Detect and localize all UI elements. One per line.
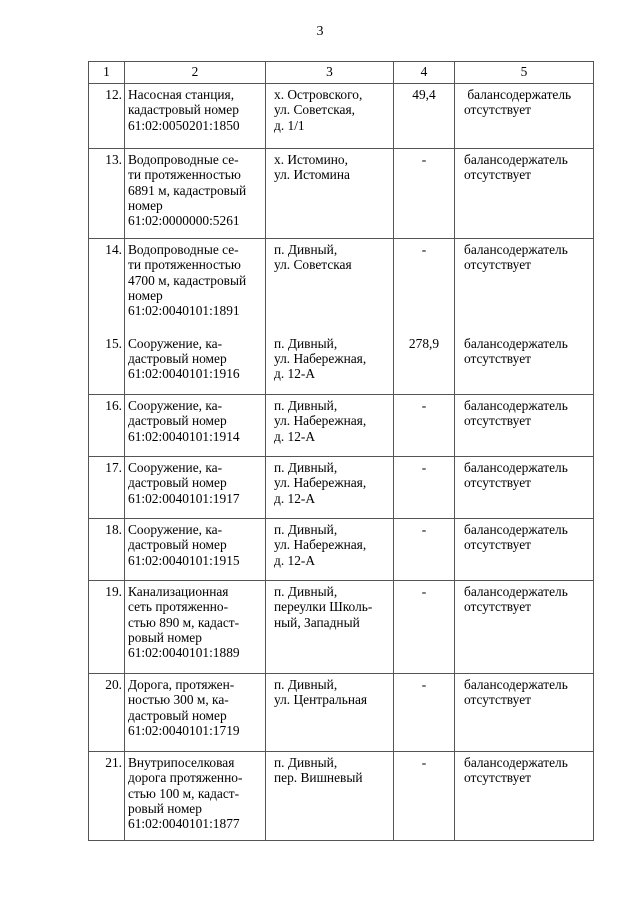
object-description: Сооружение, ка- дастровый номер 61:02:0040101:1916 [125,333,266,395]
object-address: п. Дивный, ул. Набережная, д. 12-А [266,333,394,395]
object-area: - [394,149,455,239]
object-description: Насосная станция, кадастровый номер 61:02:0050201:1850 [125,84,266,149]
table-row [89,333,594,395]
object-description: Сооружение, ка- дастровый номер 61:02:0040101:1917 [125,457,266,519]
column-header-1: 1 [89,62,125,84]
object-area: - [394,395,455,457]
column-header-2: 2 [125,62,266,84]
column-header-4: 4 [394,62,455,84]
object-area: - [394,581,455,674]
table-row [89,457,594,519]
column-header-3: 3 [266,62,394,84]
object-address: п. Дивный, ул. Набережная, д. 12-А [266,519,394,581]
object-description: Внутрипоселковая дорога протяженно- стью 100 м, кадаст- ровый номер 61:02:0040101:1877 [125,752,266,841]
object-description: Сооружение, ка- дастровый номер 61:02:0040101:1915 [125,519,266,581]
table-row [89,752,594,841]
page-number: 3 [316,24,324,39]
object-description: Дорога, протяжен- ностью 300 м, ка- дастровый номер 61:02:0040101:1719 [125,674,266,752]
object-description: Водопроводные се- ти протяженностью 4700 м, кадастровый номер 61:02:0040101:1891 [125,239,266,333]
object-area: - [394,239,455,333]
row-number: 14. [89,239,125,333]
table-row [89,674,594,752]
object-area: 278,9 [394,333,455,395]
object-address: п. Дивный, пер. Вишневый [266,752,394,841]
object-address: х. Истомино, ул. Истомина [266,149,394,239]
row-number: 17. [89,457,125,519]
object-address: х. Островского, ул. Советская, д. 1/1 [266,84,394,149]
row-number: 12. [89,84,125,149]
table-row [89,149,594,239]
balance-holder: балансодержатель отсутствует [455,149,594,239]
table-row [89,519,594,581]
object-description: Сооружение, ка- дастровый номер 61:02:0040101:1914 [125,395,266,457]
object-area: 49,4 [394,84,455,149]
balance-holder: балансодержатель отсутствует [455,239,594,333]
balance-holder: балансодержатель отсутствует [455,395,594,457]
object-description: Водопроводные се- ти протяженностью 6891 м, кадастровый номер 61:02:0000000:5261 [125,149,266,239]
object-address: п. Дивный, ул. Набережная, д. 12-А [266,457,394,519]
balance-holder: балансодержатель отсутствует [455,519,594,581]
table-row [89,581,594,674]
balance-holder: балансодержатель отсутствует [455,752,594,841]
row-number: 18. [89,519,125,581]
table-row [89,84,594,149]
table-row [89,239,594,333]
object-address: п. Дивный, ул. Набережная, д. 12-А [266,395,394,457]
balance-holder: балансодержатель отсутствует [455,457,594,519]
row-number: 19. [89,581,125,674]
object-address: п. Дивный, ул. Центральная [266,674,394,752]
object-area: - [394,457,455,519]
row-number: 21. [89,752,125,841]
object-address: п. Дивный, переулки Школь- ный, Западный [266,581,394,674]
balance-holder: балансодержатель отсутствует [455,581,594,674]
property-registry-table [88,61,594,841]
object-area: - [394,674,455,752]
balance-holder: балансодержатель отсутствует [455,333,594,395]
object-area: - [394,519,455,581]
table-row [89,395,594,457]
table-header-row [89,62,594,84]
row-number: 13. [89,149,125,239]
column-header-5: 5 [455,62,594,84]
row-number: 20. [89,674,125,752]
object-address: п. Дивный, ул. Советская [266,239,394,333]
balance-holder: балансодержатель отсутствует [455,84,594,149]
balance-holder: балансодержатель отсутствует [455,674,594,752]
row-number: 15. [89,333,125,395]
row-number: 16. [89,395,125,457]
object-area: - [394,752,455,841]
object-description: Канализационная сеть протяженно- стью 890 м, кадаст- ровый номер 61:02:0040101:1889 [125,581,266,674]
